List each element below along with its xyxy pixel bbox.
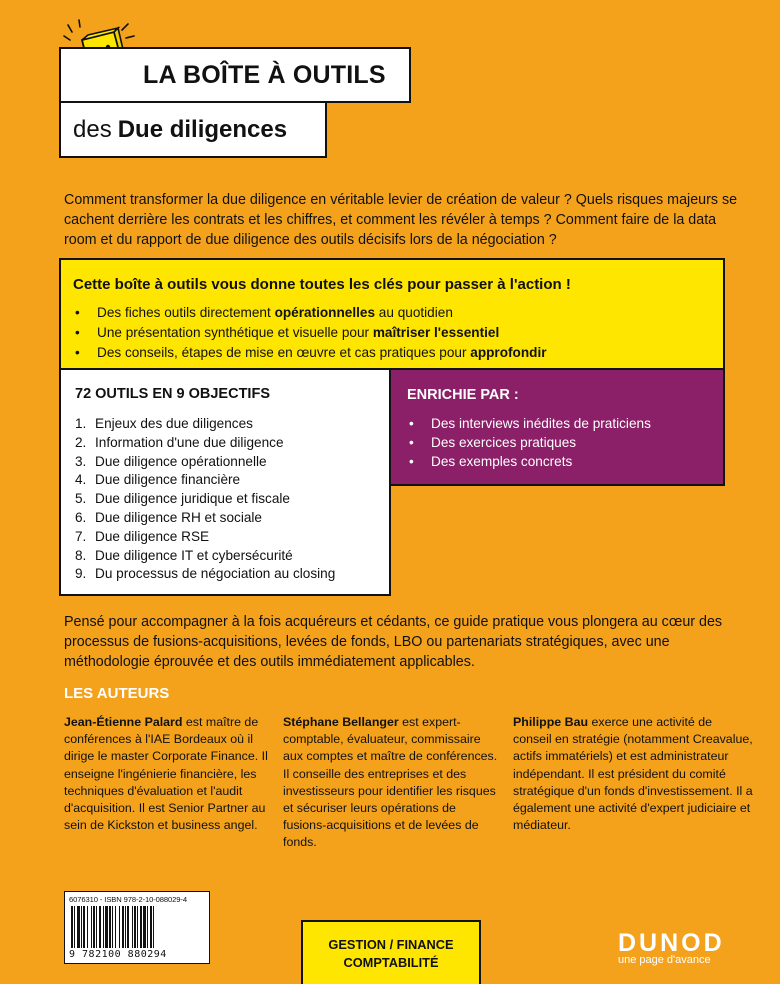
enriched-heading: ENRICHIE PAR : [407,387,519,403]
author-bio: Stéphane Bellanger est expert-comptable, évaluateur, commissaire aux comptes et maître de conférences. Il conseille des entreprises et des investisseurs pour identifier les risques et sécuriser leurs opérations de fusions-acquisitions et de levées de fonds. [283,715,498,850]
cover-title: LA BOÎTE À OUTILS [143,60,386,89]
list-item: • Des interviews inédites de praticiens [407,414,723,433]
list-item: 5. Due diligence juridique et fiscale [75,491,290,507]
category-line-1: GESTION / FINANCE [328,937,454,952]
cover-title-box [59,47,411,103]
keys-heading: Cette boîte à outils vous donne toutes les clés pour passer à l'action ! [73,276,571,293]
list-item: • Des fiches outils directement opérationnelles au quotidien [73,303,723,323]
publisher-tagline: une page d'avance [618,954,711,966]
list-item: • Des exemples concrets [407,452,723,471]
category-badge [301,920,481,984]
list-item: 1. Enjeux des due diligences [75,416,253,431]
cover-subtitle-box [59,103,327,158]
enriched-list [407,414,723,471]
enriched-box [391,370,725,486]
barcode-box [64,891,210,964]
outro-paragraph: Pensé pour accompagner à la fois acquéreurs et cédants, ce guide pratique vous plongera au cœur des processus de fusions-acquisitions, levées de fonds, LBO ou partenariats stratégiques, avec une méthodologie éprouvée et des outils immédiatement applicables. [64,614,723,670]
list-item: • Une présentation synthétique et visuelle pour maîtriser l'essentiel [73,323,723,343]
list-item: 3. Due diligence opérationnelle [75,453,267,469]
list-item: 7. Due diligence RSE [75,528,210,544]
author-bio: Jean-Étienne Palard est maître de conférences à l'IAE Bordeaux où il dirige le master Corporate Finance. Il enseigne l'ingénierie financière, les techniques d'évaluation et l'audit d'acquisition. Il est Senior Partner au sein de Kickston et business angel. [64,715,268,833]
category-line-2: COMPTABILITÉ [343,955,439,970]
list-item: 9. Du processus de négociation au closing [75,566,336,582]
barcode-icon [69,906,205,948]
author-bio: Philippe Bau exerce une activité de conseil en stratégie (notamment Creavalue, actifs immatériels) et est administrateur indépendant. Il est président du comité stratégique d'un fonds d'investissement. Il a également une activité d'expert judiciaire et médiateur. [513,715,753,833]
isbn-text: 6076310 - ISBN 978-2-10-088029-4 [69,895,187,904]
list-item: • Des exercices pratiques [407,433,723,452]
keys-list [73,303,723,363]
list-item: 4. Due diligence financière [75,472,241,488]
cover-subtitle-prefix: des [73,115,112,143]
list-item: • Des conseils, étapes de mise en œuvre et cas pratiques pour approfondir [73,343,723,363]
keys-box [59,258,725,370]
list-item: 8. Due diligence IT et cybersécurité [75,547,293,563]
objectives-heading: 72 OUTILS EN 9 OBJECTIFS [75,386,270,402]
objectives-box [59,370,391,596]
list-item: 2. Information d'une due diligence [75,434,284,450]
publisher-logo [618,930,725,966]
authors-heading: LES AUTEURS [64,685,170,702]
cover-subtitle-bold: Due diligences [117,115,288,143]
objectives-list [75,415,389,584]
list-item: 6. Due diligence RH et sociale [75,509,262,525]
publisher-name: DUNOD [618,929,725,957]
intro-paragraph: Comment transformer la due diligence en véritable levier de création de valeur ? Quels risques majeurs se cachent derrière les contrats et les chiffres, et comment les révéler à temps ? Comment faire de la data room et du rapport de due diligence des outils décisifs lors de la négociation ? [64,192,738,248]
barcode-digits: 9 782100 880294 [69,949,167,960]
